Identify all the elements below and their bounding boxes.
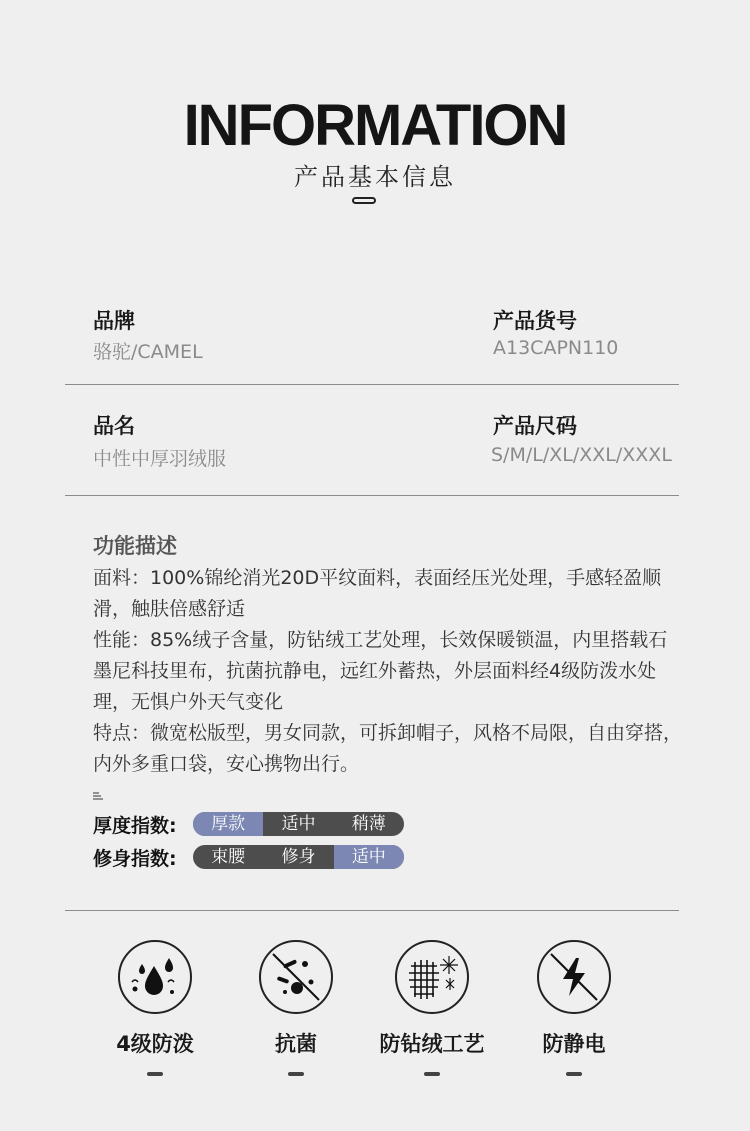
thickness-bar [193, 812, 404, 836]
fabric-text: 面料：100%锦纶消光20D平纹面料，表面经压光处理，手感轻盈顺滑，触肤倍感舒适 [93, 567, 662, 620]
thickness-option: 适中 [281, 814, 316, 834]
thickness-option: 厚款 [193, 812, 263, 836]
feature-dash [288, 1072, 304, 1076]
page-title: INFORMATION [183, 93, 567, 158]
feature-label: 抗菌 [275, 1032, 317, 1056]
list-mark-icon [92, 790, 104, 804]
page-subtitle: 产品基本信息 [294, 163, 456, 191]
feature-water-repellent [95, 940, 215, 1076]
divider [65, 384, 679, 385]
fit-label: 修身指数: [93, 847, 177, 870]
feature-antibacterial [236, 940, 356, 1076]
product-name-value: 中性中厚羽绒服 [93, 448, 227, 470]
feature-dash [424, 1072, 440, 1076]
function-description [93, 563, 683, 780]
thickness-scale [93, 811, 404, 837]
size-value: S/M/L/XL/XXL/XXXL [491, 444, 672, 466]
brand-value: 骆驼/CAMEL [93, 341, 203, 363]
brand-label: 品牌 [93, 309, 135, 333]
feature-dash [566, 1072, 582, 1076]
thickness-label: 厚度指数: [93, 814, 177, 837]
function-title: 功能描述 [93, 534, 177, 558]
product-name-label: 品名 [93, 414, 135, 438]
feature-dash [147, 1072, 163, 1076]
feature-label: 防钻绒工艺 [379, 1032, 485, 1056]
anti-static-icon [537, 940, 611, 1014]
feature-label: 4级防泼 [116, 1032, 194, 1056]
fit-option: 修身 [281, 847, 316, 867]
divider [65, 910, 679, 911]
size-label: 产品尺码 [493, 414, 577, 438]
features-text: 特点：微宽松版型，男女同款，可拆卸帽子，风格不局限，自由穿搭，内外多重口袋，安心携物出行。 [93, 722, 683, 775]
antibacterial-icon [259, 940, 333, 1014]
feature-label: 防静电 [542, 1032, 606, 1056]
sku-label: 产品货号 [493, 309, 577, 333]
thickness-option: 稍薄 [351, 814, 386, 834]
fit-option: 适中 [334, 845, 404, 869]
divider [65, 495, 679, 496]
down-proof-icon [395, 940, 469, 1014]
fit-option: 束腰 [211, 847, 246, 867]
header-divider-pill [352, 197, 376, 204]
performance-text: 性能：85%绒子含量，防钻绒工艺处理，长效保暖锁温，内里搭载石墨尼科技里布，抗菌抗静电，远红外蓄热，外层面料经4级防泼水处理，无惧户外天气变化 [93, 629, 668, 713]
feature-down-proof [372, 940, 492, 1076]
water-drops-icon [118, 940, 192, 1014]
feature-anti-static [514, 940, 634, 1076]
fit-bar [193, 845, 404, 869]
sku-value: A13CAPN110 [493, 337, 619, 359]
fit-scale [93, 844, 404, 870]
